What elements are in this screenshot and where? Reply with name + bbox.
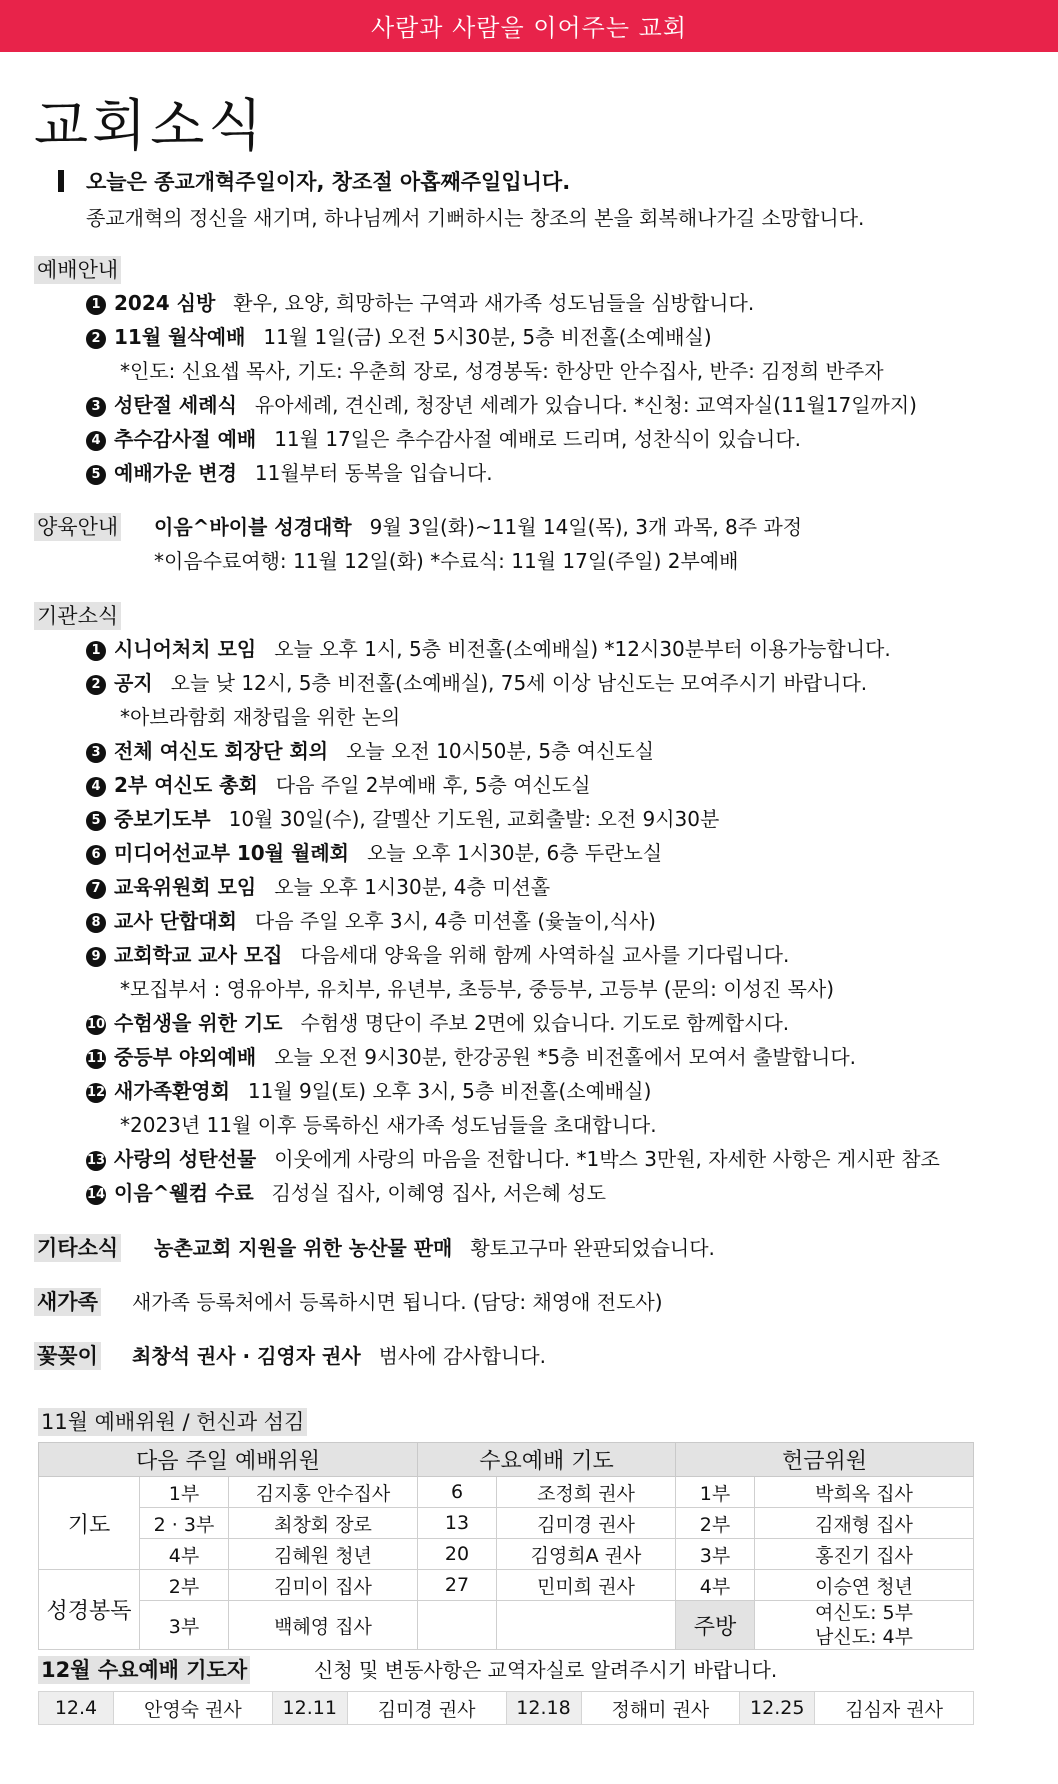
col-header: 수요예배 기도: [418, 1443, 676, 1477]
org-item: [86, 736, 654, 766]
name-cell: 김미경 권사: [497, 1508, 676, 1539]
number-badge: 2: [86, 675, 106, 695]
name-cell: 김미경 권사: [347, 1692, 506, 1725]
item-title: 이음^웰컴 수료: [114, 1181, 254, 1205]
item-title: 전체 여신도 회장단 회의: [114, 739, 329, 763]
education-header: 양육안내: [34, 513, 121, 541]
col-header: 다음 주일 예배위원: [39, 1443, 418, 1477]
number-badge: 10: [86, 1015, 106, 1035]
worship-item: [86, 424, 801, 454]
org-item: [86, 872, 550, 902]
org-item: [86, 1008, 789, 1038]
item-title: 시니어처치 모임: [114, 637, 257, 661]
table-row: [39, 1570, 974, 1601]
newfamily-text: 새가족 등록처에서 등록하시면 됩니다. (담당: 채영애 전도사): [132, 1290, 663, 1314]
name-cell: 박희옥 집사: [755, 1477, 974, 1508]
page-title: 교회소식: [34, 94, 267, 159]
item-text: 10월 30일(수), 갈멜산 기도원, 교회출발: 오전 9시30분: [228, 807, 720, 831]
item-title: 미디어선교부 10월 월례회: [114, 841, 349, 865]
item-title: 2부 여신도 총회: [114, 773, 258, 797]
name-cell: 이승연 청년: [755, 1570, 974, 1601]
name-cell: 김재형 집사: [755, 1508, 974, 1539]
education-title: 이음^바이블 성경대학: [154, 515, 352, 539]
org-item: [86, 1076, 651, 1106]
number-badge: 1: [86, 641, 106, 661]
org-item: [86, 1042, 856, 1072]
item-title: 공지: [114, 671, 153, 695]
education-line: [154, 512, 802, 542]
part-cell: 4부: [140, 1539, 229, 1570]
kitchen-men: 남신도: 4부: [815, 1626, 913, 1648]
day-cell: 13: [418, 1508, 497, 1539]
name-cell: 김심자 권사: [815, 1692, 974, 1725]
date-cell: 12.11: [272, 1692, 347, 1725]
org-item: [86, 804, 719, 834]
name-cell: 백혜영 집사: [229, 1601, 418, 1650]
number-badge: 6: [86, 845, 106, 865]
part-cell: 2부: [676, 1508, 755, 1539]
item-text: 11월 1일(금) 오전 5시30분, 5층 비전홀(소예배실): [263, 325, 712, 349]
day-cell: 27: [418, 1570, 497, 1601]
part-cell: 4부: [676, 1570, 755, 1601]
day-cell: [418, 1601, 497, 1650]
part-cell: 2 · 3부: [140, 1508, 229, 1539]
number-badge: 3: [86, 743, 106, 763]
flowers-line: [132, 1341, 546, 1371]
item-text: 환우, 요양, 희망하는 구역과 새가족 성도님들을 심방합니다.: [233, 291, 755, 315]
org-item: [86, 940, 789, 970]
worship-item: [86, 288, 754, 318]
org-item: [86, 1144, 940, 1174]
item-text: 오늘 오후 1시, 5층 비전홀(소예배실) *12시30분부터 이용가능합니다.: [274, 637, 891, 661]
date-cell: 12.18: [506, 1692, 581, 1725]
org-item-sub: *2023년 11월 이후 등록하신 새가족 성도님들을 초대합니다.: [120, 1113, 657, 1137]
flowers-title: 최창석 권사 · 김영자 권사: [132, 1344, 361, 1368]
december-table: [38, 1691, 974, 1725]
group-label: 기도: [39, 1477, 140, 1570]
worship-item: [86, 458, 493, 488]
worship-item: [86, 322, 712, 352]
org-item: [86, 838, 662, 868]
part-cell: 3부: [140, 1601, 229, 1650]
part-cell: 2부: [140, 1570, 229, 1601]
item-text: 수험생 명단이 주보 2면에 있습니다. 기도로 함께합시다.: [300, 1011, 790, 1035]
item-text: 11월 17일은 추수감사절 예배로 드리며, 성찬식이 있습니다.: [274, 427, 802, 451]
item-text: 다음 주일 오후 3시, 4층 미션홀 (윷놀이,식사): [254, 909, 656, 933]
item-text: 오늘 오후 1시30분, 4층 미션홀: [274, 875, 551, 899]
item-text: 이웃에게 사랑의 마음을 전합니다. *1박스 3만원, 자세한 사항은 게시판 참조: [274, 1147, 940, 1171]
table-row: [39, 1601, 974, 1650]
number-badge: 13: [86, 1151, 106, 1171]
item-text: 김성실 집사, 이혜영 집사, 서은혜 성도: [271, 1181, 606, 1205]
kitchen-women: 여신도: 5부: [815, 1602, 913, 1624]
name-cell: 홍진기 집사: [755, 1539, 974, 1570]
item-title: 교사 단합대회: [114, 909, 237, 933]
etc-header: 기타소식: [34, 1234, 121, 1262]
table-row: [39, 1692, 974, 1725]
day-cell: 20: [418, 1539, 497, 1570]
item-title: 교육위원회 모임: [114, 875, 257, 899]
item-text: 유아세례, 견신례, 청장년 세례가 있습니다. *신청: 교역자실(11월17일까지): [254, 393, 917, 417]
kitchen-cell: [755, 1601, 974, 1650]
name-cell: 안영숙 권사: [114, 1692, 273, 1725]
name-cell: 최창회 장로: [229, 1508, 418, 1539]
item-title: 추수감사절 예배: [114, 427, 257, 451]
worship-item: [86, 390, 917, 420]
table-header-row: [39, 1443, 974, 1477]
name-cell: 김혜원 청년: [229, 1539, 418, 1570]
item-title: 중등부 야외예배: [114, 1045, 257, 1069]
duty-table: [38, 1442, 974, 1650]
number-badge: 2: [86, 329, 106, 349]
item-title: 사랑의 성탄선물: [114, 1147, 257, 1171]
number-badge: 7: [86, 879, 106, 899]
number-badge: 9: [86, 947, 106, 967]
item-text: 오늘 오전 10시50분, 5층 여신도실: [346, 739, 655, 763]
number-badge: 3: [86, 397, 106, 417]
worship-item-sub: *인도: 신요셉 목사, 기도: 우춘희 장로, 성경봉독: 한상만 안수집사, 반주: 김정희 반주자: [120, 359, 884, 383]
etc-title: 농촌교회 지원을 위한 농산물 판매: [154, 1236, 453, 1260]
org-header: 기관소식: [34, 602, 121, 630]
table-row: [39, 1508, 974, 1539]
december-note: 신청 및 변동사항은 교역자실로 알려주시기 바랍니다.: [314, 1658, 778, 1682]
duty-header: 11월 예배위원 / 헌신과 섬김: [38, 1408, 307, 1436]
name-cell: 민미희 권사: [497, 1570, 676, 1601]
item-text: 11월부터 동복을 입습니다.: [254, 461, 493, 485]
part-cell: 3부: [676, 1539, 755, 1570]
org-item: [86, 770, 591, 800]
name-cell: 김영희A 권사: [497, 1539, 676, 1570]
name-cell: 김지홍 안수집사: [229, 1477, 418, 1508]
top-banner: 사람과 사람을 이어주는 교회: [0, 0, 1058, 52]
number-badge: 5: [86, 811, 106, 831]
item-title: 새가족환영회: [114, 1079, 230, 1103]
item-text: 다음 주일 2부예배 후, 5층 여신도실: [275, 773, 591, 797]
part-cell: 1부: [140, 1477, 229, 1508]
org-item-sub: *모집부서 : 영유아부, 유치부, 유년부, 초등부, 중등부, 고등부 (문의: 이성진 목사): [120, 977, 835, 1001]
number-badge: 11: [86, 1049, 106, 1069]
flowers-header: 꽃꽂이: [34, 1342, 101, 1370]
name-cell: 조정희 권사: [497, 1477, 676, 1508]
name-cell: 김미이 집사: [229, 1570, 418, 1601]
item-text: 오늘 낮 12시, 5층 비전홀(소예배실), 75세 이상 남신도는 모여주시기 바랍니다.: [170, 671, 868, 695]
date-cell: 12.4: [39, 1692, 114, 1725]
item-title: 예배가운 변경: [114, 461, 237, 485]
item-title: 중보기도부: [114, 807, 211, 831]
col-header: 헌금위원: [676, 1443, 974, 1477]
number-badge: 1: [86, 295, 106, 315]
etc-text: 황토고구마 완판되었습니다.: [470, 1236, 715, 1260]
etc-line: [154, 1233, 715, 1263]
item-title: 수험생을 위한 기도: [114, 1011, 283, 1035]
item-text: 오늘 오전 9시30분, 한강공원 *5층 비전홀에서 모여서 출발합니다.: [274, 1045, 856, 1069]
item-text: 다음세대 양육을 위해 함께 사역하실 교사를 기다립니다.: [300, 943, 790, 967]
education-sub: *이음수료여행: 11월 12일(화) *수료식: 11월 17일(주일) 2부예배: [154, 549, 739, 573]
intro-bullet-bar: [58, 170, 64, 192]
item-text: 11월 9일(토) 오후 3시, 5층 비전홀(소예배실): [247, 1079, 652, 1103]
group-label: 성경봉독: [39, 1570, 140, 1650]
table-row: [39, 1477, 974, 1508]
table-row: [39, 1539, 974, 1570]
org-item: [86, 1178, 606, 1208]
item-title: 2024 심방: [114, 291, 216, 315]
number-badge: 12: [86, 1083, 106, 1103]
date-cell: 12.25: [740, 1692, 815, 1725]
org-item: [86, 634, 891, 664]
name-cell: [497, 1601, 676, 1650]
intro-subline: 종교개혁의 정신을 새기며, 하나님께서 기뻐하시는 창조의 본을 회복해나가길 소망합니다.: [86, 206, 865, 230]
december-header: 12월 수요예배 기도자: [38, 1656, 250, 1684]
number-badge: 4: [86, 431, 106, 451]
intro-headline: 오늘은 종교개혁주일이자, 창조절 아홉째주일입니다.: [86, 170, 571, 194]
kitchen-label: 주방: [676, 1601, 755, 1650]
item-text: 오늘 오후 1시30분, 6층 두란노실: [366, 841, 663, 865]
flowers-text: 범사에 감사합니다.: [378, 1344, 546, 1368]
number-badge: 14: [86, 1185, 106, 1205]
item-title: 성탄절 세례식: [114, 393, 237, 417]
part-cell: 1부: [676, 1477, 755, 1508]
number-badge: 5: [86, 465, 106, 485]
name-cell: 정해미 권사: [581, 1692, 740, 1725]
number-badge: 4: [86, 777, 106, 797]
item-title: 교회학교 교사 모집: [114, 943, 283, 967]
worship-header: 예배안내: [34, 256, 121, 284]
day-cell: 6: [418, 1477, 497, 1508]
newfamily-header: 새가족: [34, 1288, 101, 1316]
item-title: 11월 월삭예배: [114, 325, 246, 349]
number-badge: 8: [86, 913, 106, 933]
org-item: [86, 668, 867, 698]
education-text: 9월 3일(화)~11월 14일(목), 3개 과목, 8주 과정: [369, 515, 803, 539]
org-item-sub: *아브라함회 재창립을 위한 논의: [120, 705, 401, 729]
org-item: [86, 906, 656, 936]
